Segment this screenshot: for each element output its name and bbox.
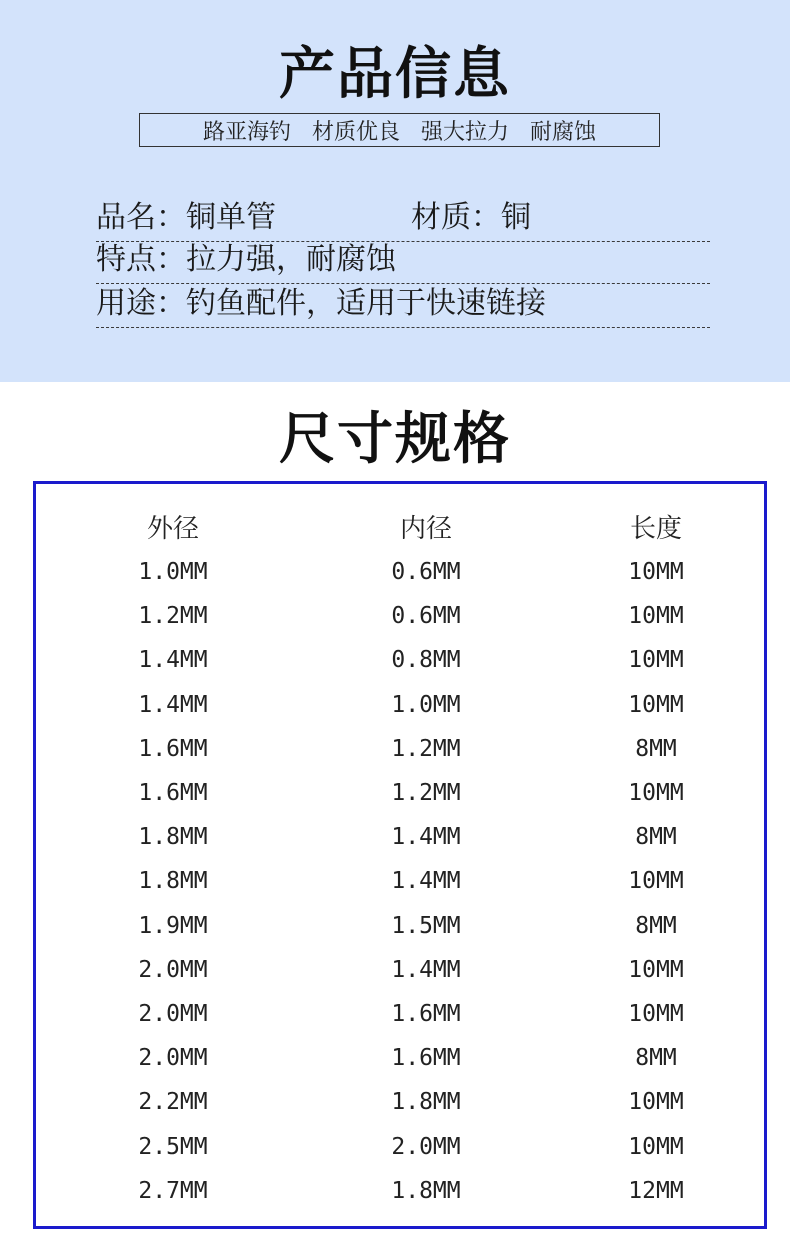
outer-diameter-cell: 2.7MM: [138, 1177, 208, 1204]
table-row: [36, 683, 764, 727]
table-row: [36, 550, 764, 594]
length-cell: 10MM: [628, 1133, 684, 1160]
outer-diameter-cell: 1.4MM: [138, 691, 208, 718]
feature-line: [96, 240, 710, 284]
header-inner-diameter: 内径: [399, 514, 452, 544]
usage-line: [96, 284, 710, 328]
product-info-section: [0, 0, 790, 382]
inner-diameter-cell: 1.8MM: [391, 1089, 461, 1116]
inner-diameter-cell: 1.4MM: [391, 824, 461, 851]
inner-diameter-cell: 1.5MM: [391, 912, 461, 939]
outer-diameter-cell: 1.6MM: [138, 780, 208, 806]
product-feature: 特点：拉力强，耐腐蚀: [96, 242, 396, 277]
outer-diameter-cell: 1.4MM: [138, 647, 208, 674]
product-name: 品名：铜单管: [96, 200, 276, 235]
spec-title: 尺寸规格: [279, 407, 511, 472]
length-cell: 8MM: [635, 1045, 677, 1072]
length-cell: 8MM: [635, 824, 677, 851]
length-cell: 10MM: [628, 868, 684, 895]
length-cell: 10MM: [628, 691, 684, 718]
table-row: [36, 727, 764, 771]
tagline-box: 路亚海钓 材质优良 强大拉力 耐腐蚀: [139, 113, 660, 147]
spec-table: [33, 481, 767, 1229]
name-material-line: [96, 198, 710, 242]
length-cell: 10MM: [628, 780, 684, 806]
table-row: [36, 948, 764, 992]
table-row: [36, 594, 764, 638]
product-material: 材质：铜: [411, 200, 531, 235]
length-cell: 10MM: [628, 1089, 684, 1116]
inner-diameter-cell: 0.8MM: [391, 647, 461, 674]
table-row: [36, 1080, 764, 1124]
outer-diameter-cell: 1.2MM: [138, 603, 208, 630]
table-row: [36, 904, 764, 948]
header-outer-diameter: 外径: [146, 514, 199, 544]
table-row: [36, 1125, 764, 1169]
length-cell: 10MM: [628, 559, 684, 585]
length-cell: 12MM: [628, 1177, 684, 1204]
table-row: [36, 815, 764, 859]
table-row: [36, 638, 764, 682]
inner-diameter-cell: 1.0MM: [391, 691, 461, 718]
length-cell: 10MM: [628, 1001, 684, 1027]
inner-diameter-cell: 1.2MM: [391, 735, 461, 762]
length-cell: 10MM: [628, 603, 684, 630]
outer-diameter-cell: 2.2MM: [138, 1089, 208, 1116]
inner-diameter-cell: 1.6MM: [391, 1045, 461, 1072]
table-row: [36, 859, 764, 903]
length-cell: 8MM: [635, 912, 677, 939]
inner-diameter-cell: 2.0MM: [391, 1133, 461, 1160]
outer-diameter-cell: 1.8MM: [138, 868, 208, 895]
product-info-title: 产品信息: [279, 42, 511, 107]
table-row: [36, 771, 764, 815]
table-row: [36, 1169, 764, 1213]
outer-diameter-cell: 2.5MM: [138, 1133, 208, 1160]
header-length: 长度: [629, 514, 682, 544]
length-cell: 10MM: [628, 956, 684, 983]
outer-diameter-cell: 2.0MM: [138, 956, 208, 983]
inner-diameter-cell: 1.8MM: [391, 1177, 461, 1204]
outer-diameter-cell: 2.0MM: [138, 1045, 208, 1072]
product-usage: 用途：钓鱼配件，适用于快速链接: [96, 286, 546, 321]
inner-diameter-cell: 1.4MM: [391, 868, 461, 895]
inner-diameter-cell: 0.6MM: [391, 603, 461, 630]
outer-diameter-cell: 2.0MM: [138, 1001, 208, 1027]
table-row: [36, 1036, 764, 1080]
outer-diameter-cell: 1.6MM: [138, 735, 208, 762]
length-cell: 10MM: [628, 647, 684, 674]
inner-diameter-cell: 1.4MM: [391, 956, 461, 983]
length-cell: 8MM: [635, 735, 677, 762]
outer-diameter-cell: 1.9MM: [138, 912, 208, 939]
table-row: [36, 992, 764, 1036]
inner-diameter-cell: 1.2MM: [391, 780, 461, 806]
outer-diameter-cell: 1.8MM: [138, 824, 208, 851]
inner-diameter-cell: 1.6MM: [391, 1001, 461, 1027]
outer-diameter-cell: 1.0MM: [138, 559, 208, 585]
inner-diameter-cell: 0.6MM: [391, 559, 461, 585]
